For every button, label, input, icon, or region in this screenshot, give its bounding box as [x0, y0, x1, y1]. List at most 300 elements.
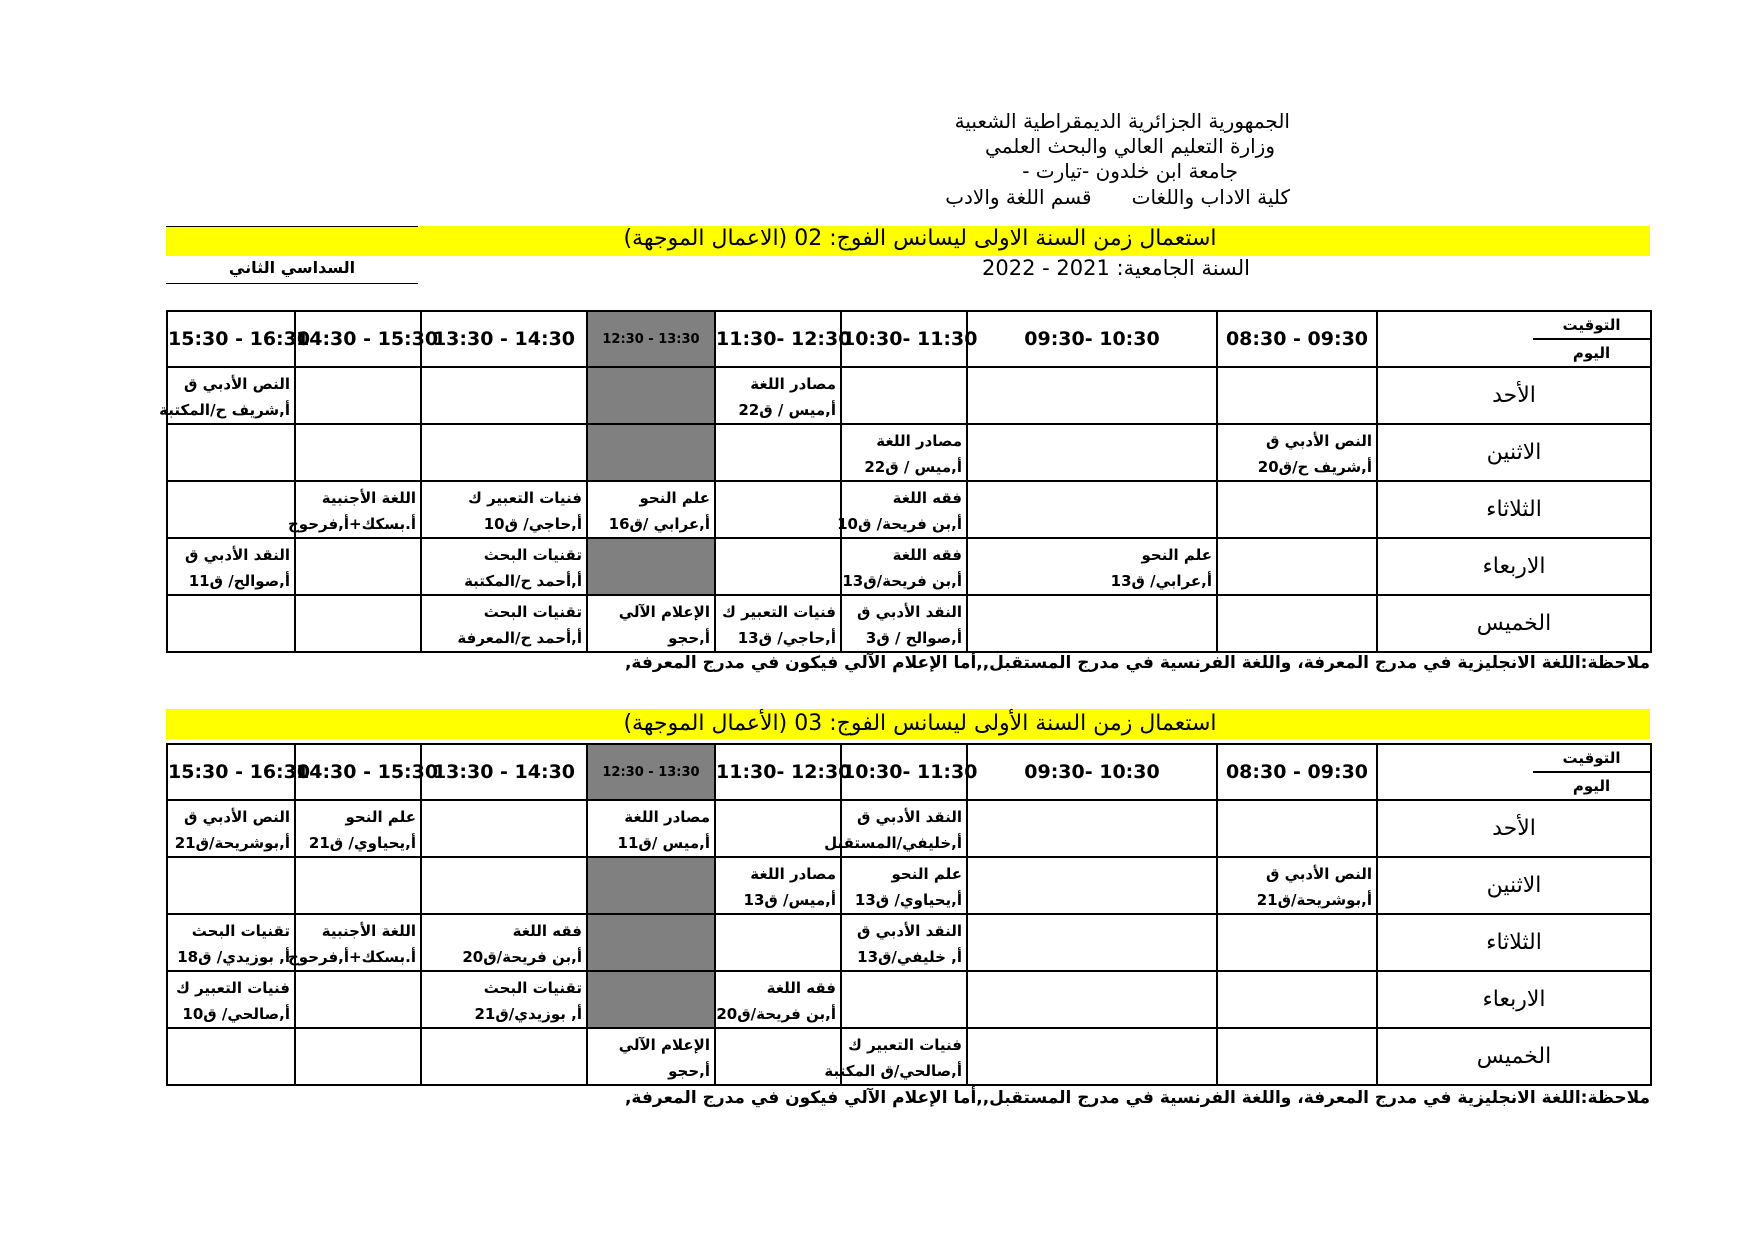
cell-teacher-room	[970, 511, 1212, 537]
cell-teacher-room	[1220, 1058, 1372, 1084]
timetable-row	[167, 1028, 1651, 1085]
cell-teacher-room	[590, 887, 710, 913]
cell-teacher-room	[424, 830, 582, 856]
cell-subject: علم النحو	[345, 808, 416, 826]
day-label: الثلاثاء	[1377, 914, 1651, 971]
timetable-cell	[824, 800, 967, 857]
timetable-cell	[1217, 800, 1377, 857]
cell-teacher-room: أ,ميس/ ق13	[743, 891, 836, 909]
timetable-cell	[841, 538, 967, 595]
cell-teacher-room	[590, 1001, 710, 1027]
cell-teacher-room	[970, 944, 1212, 970]
cell-teacher-room: أ,حاجي/ ق13	[737, 629, 836, 647]
cell-teacher-room: أ,بن فريحة/ ق10	[837, 515, 962, 533]
timetable-cell	[1217, 857, 1377, 914]
day-label: الاثنين	[1377, 857, 1651, 914]
timetable-cell	[421, 857, 587, 914]
cell-subject: اللغة الأجنبية	[321, 922, 416, 940]
timetable-cell	[1217, 971, 1377, 1028]
timetable-cell	[295, 424, 421, 481]
time-slot-header: 10:30- 11:30	[841, 311, 967, 367]
cell-subject: النص الأدبي ق	[1265, 865, 1372, 883]
cell-teacher-room	[844, 397, 962, 423]
timetable-header-row	[167, 744, 1651, 800]
timetable-cell	[295, 800, 421, 857]
timetable-cell	[421, 971, 587, 1028]
timetable-cell	[587, 800, 715, 857]
cell-teacher-room	[1220, 511, 1372, 537]
timetable-cell	[715, 800, 841, 857]
cell-teacher-room	[1220, 568, 1372, 594]
timetable-cell	[421, 595, 587, 652]
day-label: الأحد	[1377, 367, 1651, 424]
cell-subject	[170, 599, 290, 625]
cell-subject	[298, 428, 416, 454]
cell-teacher-room	[718, 1058, 836, 1084]
cell-teacher-room: أ,شريف ح/ق20	[1257, 458, 1372, 476]
cell-subject: تقنيات البحث	[191, 922, 290, 940]
cell-subject: النقد الأدبي ق	[856, 808, 962, 826]
header-ministry: وزارة التعليم العالي والبحث العلمي	[985, 134, 1275, 158]
timetable-1-note: ملاحظة:اللغة الانجليزية في مدرج المعرفة، واللغة الفرنسية في مدرج المستقبل,,أما الإعلام الآلي فيكون في مدرج المعرفة,	[624, 653, 1650, 673]
cell-subject: علم النحو	[639, 489, 710, 507]
cell-subject: فقه اللغة	[892, 546, 962, 564]
cell-teacher-room: أ,خليفي/المستقبل	[824, 834, 962, 852]
cell-subject	[298, 975, 416, 1001]
cell-subject	[424, 804, 582, 830]
day-label: الاربعاء	[1377, 538, 1651, 595]
cell-subject	[718, 428, 836, 454]
timetable-cell	[587, 971, 715, 1028]
timetable-cell	[167, 914, 295, 971]
cell-subject: علم النحو	[1141, 546, 1212, 564]
timetable-2	[166, 743, 1652, 1086]
timetable-cell	[841, 424, 967, 481]
time-slot-header: 11:30- 12:30	[715, 744, 841, 800]
timetable-row	[167, 538, 1651, 595]
header-faculty-line	[930, 186, 1290, 208]
cell-subject	[970, 804, 1212, 830]
timetable-row	[167, 481, 1651, 538]
cell-subject	[970, 1032, 1212, 1058]
day-label: الاربعاء	[1377, 971, 1651, 1028]
cell-teacher-room: أ,صوالح/ ق11	[188, 572, 290, 590]
timetable-cell	[421, 1028, 587, 1085]
cell-subject: مصادر اللغة	[624, 808, 710, 826]
cell-teacher-room: أ,ميس /ق11	[617, 834, 710, 852]
cell-teacher-room	[170, 1058, 290, 1084]
timetable-cell	[587, 914, 715, 971]
cell-subject	[298, 371, 416, 397]
header-faculty: كلية الاداب واللغات	[1131, 185, 1290, 209]
timetable-cell	[841, 857, 967, 914]
timetable-cell	[421, 538, 587, 595]
cell-subject	[424, 371, 582, 397]
timetable-row	[167, 367, 1651, 424]
cell-subject: مصادر اللغة	[876, 432, 962, 450]
cell-subject	[718, 804, 836, 830]
cell-teacher-room: أ,صالحي/ ق10	[182, 1005, 290, 1023]
cell-subject: تقنيات البحث	[483, 546, 582, 564]
cell-teacher-room	[590, 397, 710, 423]
timetable-cell	[967, 1028, 1217, 1085]
time-slot-header: 15:30 - 16:30	[167, 744, 295, 800]
timetable-cell	[715, 538, 841, 595]
timetable-cell	[841, 971, 967, 1028]
cell-subject	[1220, 804, 1372, 830]
timetable-cell	[1217, 595, 1377, 652]
time-slot-header: 12:30 - 13:30	[587, 311, 715, 367]
cell-subject	[718, 1032, 836, 1058]
semester-label: السداسي الثاني	[228, 258, 356, 277]
time-slot-header: 09:30- 10:30	[967, 744, 1217, 800]
timetable-cell	[967, 367, 1217, 424]
cell-teacher-room	[170, 625, 290, 651]
cell-subject: الإعلام الآلي	[618, 603, 710, 621]
timetable-cell	[715, 481, 841, 538]
timetable-cell	[841, 914, 967, 971]
cell-teacher-room	[970, 887, 1212, 913]
cell-teacher-room	[970, 1001, 1212, 1027]
timetable-row	[167, 914, 1651, 971]
cell-subject	[298, 861, 416, 887]
timetable-cell	[1217, 914, 1377, 971]
cell-subject: فقه اللغة	[892, 489, 962, 507]
day-label: الاثنين	[1377, 424, 1651, 481]
cell-teacher-room	[970, 454, 1212, 480]
timetable-cell	[295, 1028, 421, 1085]
cell-subject: النص الأدبي ق	[1265, 432, 1372, 450]
corner-time-label: التوقيت	[1533, 745, 1650, 773]
cell-subject: فنيات التعبير ك	[176, 979, 290, 997]
cell-subject	[1220, 918, 1372, 944]
semester-rule-top	[166, 226, 418, 227]
timetable-cell	[587, 424, 715, 481]
timetable-cell	[841, 367, 967, 424]
cell-teacher-room	[298, 454, 416, 480]
cell-teacher-room	[718, 568, 836, 594]
cell-teacher-room: أ,يحياوي/ ق21	[308, 834, 416, 852]
cell-teacher-room	[970, 830, 1212, 856]
cell-subject	[844, 975, 962, 1001]
cell-teacher-room	[170, 887, 290, 913]
timetable-cell	[715, 1028, 841, 1085]
cell-subject: تقنيات البحث	[483, 603, 582, 621]
timetable-cell	[587, 857, 715, 914]
cell-teacher-room: أ, خليفي/ق13	[857, 948, 962, 966]
cell-teacher-room	[170, 511, 290, 537]
timetable-cell	[824, 1028, 967, 1085]
cell-subject	[970, 918, 1212, 944]
cell-teacher-room: أ,بوشريحة/ق21	[1256, 891, 1372, 909]
timetable-row	[167, 595, 1651, 652]
cell-subject: مصادر اللغة	[750, 375, 836, 393]
timetable-cell	[715, 971, 841, 1028]
timetable-cell	[421, 424, 587, 481]
timetable-row	[167, 424, 1651, 481]
cell-subject	[590, 861, 710, 887]
timetable-cell	[715, 367, 841, 424]
cell-subject	[424, 428, 582, 454]
timetable-cell	[421, 800, 587, 857]
cell-teacher-room	[970, 625, 1212, 651]
timetable-cell	[841, 595, 967, 652]
cell-subject: مصادر اللغة	[750, 865, 836, 883]
timetable-2-note: ملاحظة:اللغة الانجليزية في مدرج المعرفة، واللغة الفرنسية في مدرج المستقبل,,أما الإعلام الآلي فيكون في مدرج المعرفة,	[624, 1088, 1650, 1108]
cell-teacher-room: أ,أحمد ح/المكتبة	[464, 572, 582, 590]
cell-teacher-room	[844, 1001, 962, 1027]
cell-subject	[970, 599, 1212, 625]
cell-teacher-room: أ,صالحي/ق المكتبة	[824, 1062, 962, 1080]
cell-subject: النقد الأدبي ق	[184, 546, 290, 564]
cell-teacher-room	[718, 511, 836, 537]
timetable-cell	[159, 367, 295, 424]
time-slot-header: 09:30- 10:30	[967, 311, 1217, 367]
cell-subject	[590, 918, 710, 944]
cell-subject	[718, 542, 836, 568]
cell-subject: الإعلام الآلي	[618, 1036, 710, 1054]
cell-subject: فنيات التعبير ك	[722, 603, 836, 621]
cell-subject: النص الأدبي ق	[183, 808, 290, 826]
timetable-cell	[967, 424, 1217, 481]
header-department: قسم اللغة والادب	[945, 185, 1092, 209]
cell-teacher-room: أ.بسكك+أ,فرحوح	[287, 948, 416, 966]
time-slot-header: 13:30 - 14:30	[421, 311, 587, 367]
timetable-cell	[295, 538, 421, 595]
cell-teacher-room: أ,بوشريحة/ق21	[174, 834, 290, 852]
cell-subject	[970, 861, 1212, 887]
cell-teacher-room: أ,بن فريحة/ق20	[462, 948, 582, 966]
cell-subject: النقد الأدبي ق	[856, 603, 962, 621]
time-slot-header: 13:30 - 14:30	[421, 744, 587, 800]
time-slot-header: 14:30 - 15:30	[295, 311, 421, 367]
cell-subject	[970, 428, 1212, 454]
timetable-cell	[295, 367, 421, 424]
cell-subject	[970, 485, 1212, 511]
cell-teacher-room: أ.بسكك+أ,فرحوح	[287, 515, 416, 533]
cell-subject	[1220, 975, 1372, 1001]
time-slot-header: 08:30 - 09:30	[1217, 311, 1377, 367]
cell-teacher-room: أ,يحياوي/ ق13	[854, 891, 962, 909]
cell-subject: فنيات التعبير ك	[468, 489, 582, 507]
header-republic: الجمهورية الجزائرية الديمقراطية الشعبية	[954, 109, 1290, 133]
corner-time-label: التوقيت	[1533, 312, 1650, 340]
cell-teacher-room	[424, 887, 582, 913]
cell-teacher-room	[590, 944, 710, 970]
cell-subject	[1220, 1032, 1372, 1058]
timetable-cell	[167, 971, 295, 1028]
cell-teacher-room	[298, 625, 416, 651]
cell-teacher-room	[718, 454, 836, 480]
timetable-cell	[1217, 367, 1377, 424]
cell-subject	[170, 861, 290, 887]
day-label: الخميس	[1377, 595, 1651, 652]
cell-teacher-room	[718, 944, 836, 970]
cell-teacher-room	[170, 454, 290, 480]
cell-teacher-room	[970, 397, 1212, 423]
day-label: الثلاثاء	[1377, 481, 1651, 538]
corner-day-label: اليوم	[1572, 344, 1611, 362]
timetable-header-row	[167, 311, 1651, 367]
timetable-cell	[167, 481, 295, 538]
time-slot-header: 12:30 - 13:30	[587, 744, 715, 800]
cell-subject	[970, 371, 1212, 397]
timetable-cell	[967, 595, 1217, 652]
cell-subject	[718, 485, 836, 511]
timetable-cell	[167, 595, 295, 652]
cell-subject	[298, 1032, 416, 1058]
cell-teacher-room: أ,حجو	[668, 629, 710, 647]
cell-subject	[590, 428, 710, 454]
cell-subject	[1220, 371, 1372, 397]
cell-subject: علم النحو	[891, 865, 962, 883]
cell-subject	[1220, 485, 1372, 511]
timetable-cell	[167, 538, 295, 595]
timetable-cell	[715, 595, 841, 652]
time-slot-header: 15:30 - 16:30	[167, 311, 295, 367]
header-university: جامعة ابن خلدون -تيارت -	[1022, 159, 1238, 183]
cell-subject: فقه اللغة	[512, 922, 582, 940]
cell-subject	[590, 975, 710, 1001]
day-label: الأحد	[1377, 800, 1651, 857]
cell-teacher-room	[424, 454, 582, 480]
cell-teacher-room	[1220, 1001, 1372, 1027]
timetable-cell	[167, 800, 295, 857]
timetable-cell	[1217, 424, 1377, 481]
timetable-cell	[287, 914, 421, 971]
cell-subject	[970, 975, 1212, 1001]
timetable-cell	[167, 1028, 295, 1085]
semester-rule-bottom	[166, 283, 418, 284]
cell-teacher-room: أ,حاجي/ ق10	[483, 515, 582, 533]
timetable-cell	[967, 481, 1217, 538]
corner-header	[1377, 744, 1651, 800]
timetable-cell	[967, 914, 1217, 971]
cell-teacher-room: أ,بن فريحة/ق20	[716, 1005, 836, 1023]
cell-teacher-room	[424, 1058, 582, 1084]
academic-year: السنة الجامعية: 2021 - 2022	[982, 256, 1250, 280]
cell-subject: فقه اللغة	[766, 979, 836, 997]
timetable-cell	[1217, 481, 1377, 538]
cell-teacher-room: أ,ميس / ق22	[738, 401, 836, 419]
cell-teacher-room	[590, 568, 710, 594]
timetable-1-title: استعمال زمن السنة الاولى ليسانس الفوج: 02 (الاعمال الموجهة)	[623, 226, 1217, 251]
cell-teacher-room	[298, 397, 416, 423]
cell-teacher-room	[590, 454, 710, 480]
cell-teacher-room: أ,صوالح / ق3	[865, 629, 962, 647]
cell-teacher-room	[1220, 944, 1372, 970]
cell-teacher-room	[1220, 625, 1372, 651]
timetable-cell	[967, 857, 1217, 914]
timetable-cell	[587, 1028, 715, 1085]
cell-subject	[424, 861, 582, 887]
timetable-row	[167, 800, 1651, 857]
cell-subject	[298, 542, 416, 568]
cell-subject	[844, 371, 962, 397]
cell-teacher-room	[298, 568, 416, 594]
cell-teacher-room	[1220, 830, 1372, 856]
timetable-cell	[967, 800, 1217, 857]
cell-teacher-room	[424, 397, 582, 423]
cell-teacher-room	[718, 830, 836, 856]
timetable-cell	[1217, 538, 1377, 595]
cell-subject	[1220, 542, 1372, 568]
timetable-cell	[837, 481, 967, 538]
cell-subject: النقد الأدبي ق	[856, 922, 962, 940]
cell-teacher-room: أ,أحمد ح/المعرفة	[457, 629, 582, 647]
time-slot-header: 08:30 - 09:30	[1217, 744, 1377, 800]
timetable-cell	[587, 595, 715, 652]
cell-subject	[718, 918, 836, 944]
cell-teacher-room	[970, 1058, 1212, 1084]
cell-subject: اللغة الأجنبية	[321, 489, 416, 507]
timetable-cell	[167, 424, 295, 481]
cell-subject: فنيات التعبير ك	[848, 1036, 962, 1054]
cell-subject: تقنيات البحث	[483, 979, 582, 997]
cell-subject	[590, 542, 710, 568]
timetable-cell	[421, 914, 587, 971]
time-slot-header: 10:30- 11:30	[841, 744, 967, 800]
timetable-cell	[421, 367, 587, 424]
time-slot-header: 14:30 - 15:30	[295, 744, 421, 800]
timetable-cell	[1217, 1028, 1377, 1085]
timetable-row	[167, 971, 1651, 1028]
timetable-cell	[715, 857, 841, 914]
timetable-cell	[967, 538, 1217, 595]
cell-teacher-room: أ,شريف ح/المكتبة	[159, 401, 290, 419]
cell-teacher-room: أ,حجو	[668, 1062, 710, 1080]
day-label: الخميس	[1377, 1028, 1651, 1085]
timetable-cell	[587, 538, 715, 595]
cell-teacher-room	[298, 887, 416, 913]
cell-subject	[170, 485, 290, 511]
cell-teacher-room: أ,عرابي /ق16	[608, 515, 710, 533]
timetable-cell	[295, 857, 421, 914]
cell-teacher-room: أ,بن فريحة/ق13	[842, 572, 962, 590]
cell-teacher-room: أ, بوزيدي/ ق18	[177, 948, 290, 966]
cell-subject	[170, 428, 290, 454]
timetable-cell	[587, 367, 715, 424]
cell-teacher-room: أ,ميس / ق22	[864, 458, 962, 476]
timetable-cell	[967, 971, 1217, 1028]
timetable-1	[159, 310, 1652, 653]
timetable-cell	[295, 595, 421, 652]
timetable-cell	[167, 857, 295, 914]
cell-teacher-room: أ,عرابي/ ق13	[1110, 572, 1212, 590]
timetable-2-title: استعمال زمن السنة الأولى ليسانس الفوج: 03 (الأعمال الموجهة)	[623, 711, 1217, 736]
cell-subject: النص الأدبي ق	[183, 375, 290, 393]
cell-subject	[1220, 599, 1372, 625]
cell-teacher-room	[298, 1001, 416, 1027]
timetable-cell	[715, 424, 841, 481]
corner-day-label: اليوم	[1572, 777, 1611, 795]
cell-subject	[298, 599, 416, 625]
timetable-cell	[295, 971, 421, 1028]
timetable-row	[167, 857, 1651, 914]
cell-teacher-room	[1220, 397, 1372, 423]
cell-subject	[424, 1032, 582, 1058]
cell-teacher-room: أ, بوزيدي/ق21	[474, 1005, 582, 1023]
timetable-cell	[421, 481, 587, 538]
cell-subject	[170, 1032, 290, 1058]
cell-teacher-room	[298, 1058, 416, 1084]
timetable-cell	[715, 914, 841, 971]
cell-subject	[590, 371, 710, 397]
timetable-cell	[587, 481, 715, 538]
corner-header	[1377, 311, 1651, 367]
time-slot-header: 11:30- 12:30	[715, 311, 841, 367]
timetable-cell	[287, 481, 421, 538]
